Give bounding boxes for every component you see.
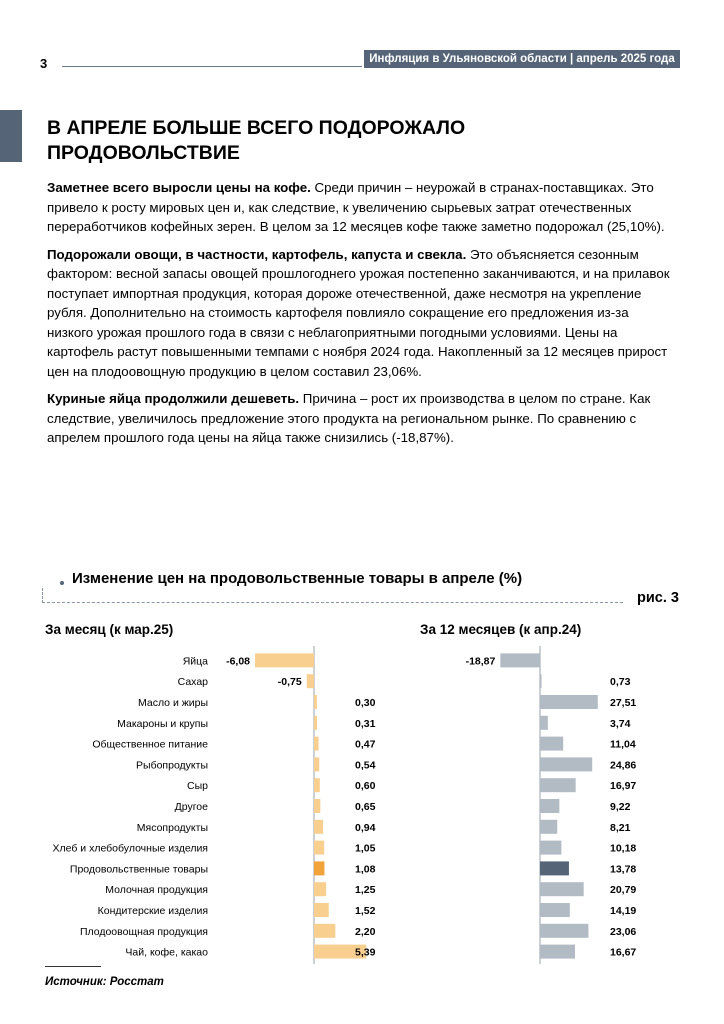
- series-title-month: За месяц (к мар.25): [45, 622, 174, 637]
- page-title: В АПРЕЛЕ БОЛЬШЕ ВСЕГО ПОДОРОЖАЛО ПРОДОВОЛЬСТВИЕ: [47, 117, 466, 164]
- year-value-label: 3,74: [610, 717, 631, 730]
- year-bar: [540, 737, 563, 751]
- paragraph-lead: Заметнее всего выросли цены на кофе.: [47, 180, 311, 195]
- year-bar: [540, 674, 542, 688]
- month-bar: [314, 820, 323, 834]
- year-bar: [540, 778, 576, 792]
- paragraph-coffee: [47, 178, 677, 237]
- figure-bullet: [60, 581, 64, 585]
- header-tag: Инфляция в Ульяновской области | апрель 2025 года: [364, 50, 680, 68]
- month-value-label: 0,54: [355, 759, 376, 772]
- month-value-label: 0,31: [355, 717, 376, 730]
- month-bar: [314, 737, 319, 751]
- category-label: Рыбопродукты: [136, 759, 208, 772]
- month-value-label: -0,75: [277, 676, 302, 689]
- category-label: Чай, кофе, какао: [125, 946, 208, 959]
- month-bar: [314, 799, 320, 813]
- series-title-year: За 12 месяцев (к апр.24): [420, 622, 582, 637]
- month-value-label: 0,94: [355, 821, 376, 834]
- paragraph-lead: Подорожали овощи, в частности, картофель, капуста и свекла.: [47, 246, 467, 262]
- year-value-label: 0,73: [610, 676, 631, 689]
- year-bar: [540, 882, 584, 896]
- month-bar: [314, 757, 319, 771]
- year-bar: [540, 903, 570, 917]
- month-value-label: -6,08: [226, 655, 251, 668]
- month-value-label: 0,47: [355, 738, 376, 751]
- year-value-label: 27,51: [610, 697, 637, 709]
- month-value-label: 1,25: [355, 884, 376, 897]
- figure-frame: [42, 588, 623, 603]
- month-bar: [314, 861, 324, 875]
- month-value-label: 0,65: [355, 801, 376, 813]
- category-label: Другое: [174, 801, 208, 813]
- year-value-label: 16,67: [610, 946, 637, 959]
- month-bar: [307, 674, 314, 688]
- header-rule: [62, 66, 362, 67]
- page-number: 3: [40, 56, 48, 71]
- year-value-label: 23,06: [610, 925, 637, 938]
- paragraph-lead: Куриные яйца продолжили дешеветь.: [47, 391, 300, 406]
- year-value-label: -18,87: [465, 655, 496, 668]
- category-label: Общественное питание: [92, 738, 208, 751]
- paragraph-body: Это объясняется сезонным фактором: весной запасы овощей прошлогоднего урожая постепенно заканчиваются, и на прилавок поступает импортная продукция, которая дороже отечественной, даже несмотря на укрепление рубля. Дополнительно на стоимость картофеля повлияло сокращение его предложения из-за низкого урожая прошлого года в связи с неблагоприятными погодными условиями. Цены на картофель растут повышенными темпами с ноября 2024 года. Накопленный за 12 месяцев прирост цен на плодоовощную продукцию в целом составил 23,06%.: [47, 246, 670, 379]
- figure-title: Изменение цен на продовольственные товары в апреле (%): [72, 570, 523, 587]
- year-bar: [540, 716, 548, 730]
- month-bar: [314, 695, 317, 709]
- month-bar: [314, 716, 317, 730]
- year-value-label: 11,04: [610, 738, 636, 751]
- category-label: Яйца: [182, 655, 208, 668]
- source-rule: [45, 966, 101, 967]
- category-label: Хлеб и хлебобулочные изделия: [52, 842, 208, 855]
- year-bar: [540, 799, 559, 813]
- category-label: Макароны и крупы: [117, 717, 208, 730]
- source-note: Источник: Росстат: [45, 976, 164, 988]
- category-label: Сахар: [177, 676, 208, 689]
- year-bar: [540, 924, 588, 938]
- year-bar: [540, 841, 561, 855]
- month-bar: [255, 653, 314, 667]
- category-label: Сыр: [187, 780, 208, 793]
- year-bar: [540, 861, 569, 875]
- year-value-label: 14,19: [610, 905, 637, 917]
- month-value-label: 0,60: [355, 780, 376, 793]
- year-value-label: 8,21: [610, 821, 631, 834]
- year-bar: [540, 820, 557, 834]
- year-bar: [540, 757, 592, 771]
- paragraph-body: Среди причин – неурожай в странах-поставщиках. Это привело к росту мировых цен и, как следствие, к увеличению сырьевых затрат отечественных переработчиков кофейных зерен. В целом за 12 месяцев кофе также заметно подорожал (25,10%).: [47, 180, 665, 234]
- month-value-label: 1,05: [355, 842, 376, 855]
- bar-chart: [0, 640, 724, 966]
- year-value-label: 24,86: [610, 759, 637, 772]
- month-bar: [314, 903, 329, 917]
- category-label: Молочная продукция: [105, 884, 208, 897]
- category-label: Кондитерские изделия: [97, 905, 208, 917]
- month-value-label: 1,08: [355, 863, 376, 876]
- figure-number: рис. 3: [637, 590, 679, 606]
- year-value-label: 9,22: [610, 801, 631, 813]
- month-value-label: 2,20: [355, 925, 376, 938]
- year-bar: [500, 653, 540, 667]
- year-bar: [540, 945, 575, 959]
- category-label: Масло и жиры: [137, 697, 208, 709]
- year-value-label: 16,97: [610, 780, 637, 793]
- year-bar: [540, 695, 598, 709]
- month-bar: [314, 778, 320, 792]
- year-value-label: 13,78: [610, 863, 637, 876]
- body-text: [47, 178, 677, 456]
- year-value-label: 20,79: [610, 884, 637, 897]
- year-value-label: 10,18: [610, 842, 637, 855]
- paragraph-body: Причина – рост их производства в целом по стране. Как следствие, увеличилось предложение этого продукта на региональном рынке. По сравнению с апрелем прошлого года цены на яйца также снизились (-18,87%).: [47, 391, 651, 445]
- month-bar: [314, 924, 335, 938]
- month-value-label: 1,52: [355, 905, 376, 917]
- month-bar: [314, 882, 326, 896]
- category-label: Продовольственные товары: [69, 863, 208, 876]
- paragraph-eggs: [47, 389, 677, 448]
- category-label: Плодоовощная продукция: [79, 925, 208, 938]
- month-value-label: 5,39: [355, 946, 376, 959]
- month-bar: [314, 841, 324, 855]
- category-label: Мясопродукты: [136, 821, 208, 834]
- month-value-label: 0,30: [355, 697, 376, 709]
- paragraph-vegetables: [47, 245, 677, 382]
- side-marker: [0, 110, 22, 162]
